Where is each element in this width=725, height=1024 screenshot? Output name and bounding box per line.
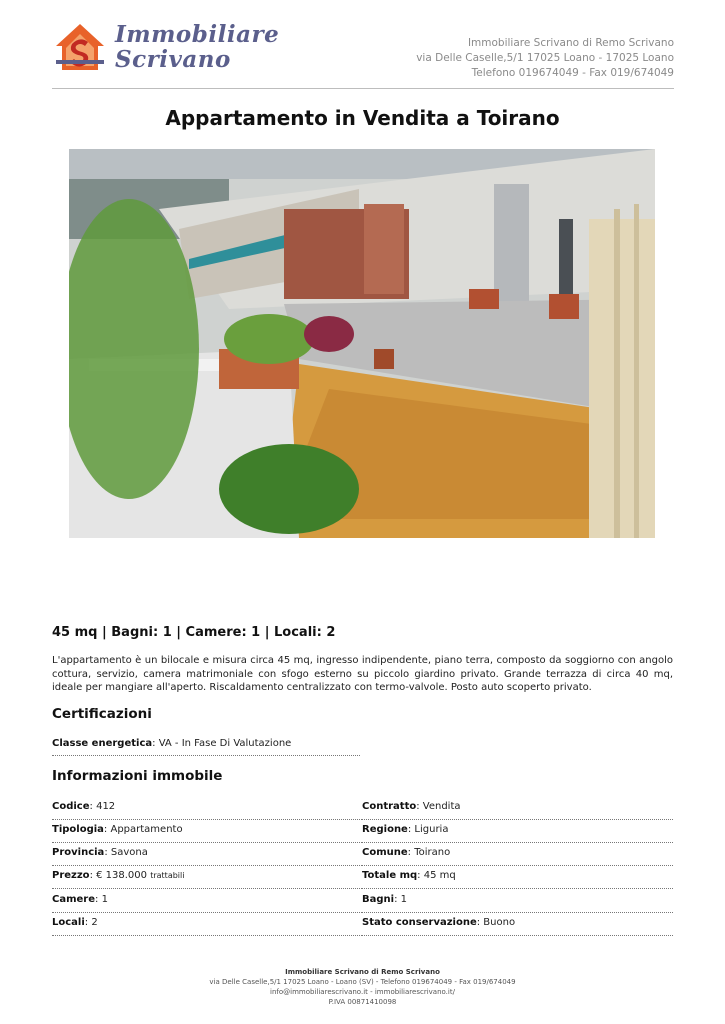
field-value: Toirano [414,847,451,858]
field-label: Contratto [362,801,417,812]
agency-logo[interactable] [52,18,280,78]
energy-class-label: Classe energetica [52,738,153,749]
field-label: Prezzo [52,870,90,881]
certificazioni-heading: Certificazioni [52,706,152,722]
footer [0,967,725,1007]
field-value: 1 [400,894,408,905]
agency-contact [416,36,674,81]
property-photo[interactable] [69,149,655,538]
field-label: Provincia [52,847,105,858]
info-heading: Informazioni immobile [52,768,223,784]
field-label: Regione [362,824,408,835]
field-label: Totale mq [362,870,418,881]
header-divider [52,88,674,89]
info-field-provincia: Provincia: Savona [52,847,362,866]
info-field-contratto: Contratto: Vendita [362,801,673,820]
info-field-locali: Locali: 2 [52,917,362,936]
footer-address: via Delle Caselle,5/1 17025 Loano - Loano (SV) - Telefono 019674049 - Fax 019/674049 [209,978,516,986]
field-value: 412 [96,801,116,812]
info-field-tipologia: Tipologia: Appartamento [52,824,362,843]
field-label: Bagni [362,894,395,905]
field-label: Stato conservazione [362,917,477,928]
footer-web-link[interactable]: info@immobiliarescrivano.it - immobiliarescrivano.it/ [270,988,455,996]
field-label: Camere [52,894,96,905]
logo-line-2: Scrivano [115,46,231,73]
logo-line-1: Immobiliare [115,21,280,48]
info-field-prezzo: Prezzo: € 138.000 trattabili [52,870,362,889]
footer-vat: P.IVA 00871410098 [328,998,397,1006]
field-label: Comune [362,847,408,858]
field-value: Appartamento [110,824,183,835]
field-label: Codice [52,801,90,812]
footer-agency-name: Immobiliare Scrivano di Remo Scrivano [285,968,440,976]
energy-class-row: Classe energetica: VA - In Fase Di Valutazione [52,738,360,756]
info-field-totale-mq: Totale mq: 45 mq [362,870,673,889]
field-value: € 138.000 [96,870,148,881]
agency-phone: Telefono 019674049 - Fax 019/674049 [471,67,674,79]
field-value: 2 [91,917,98,928]
header [52,18,674,90]
info-field-bagni: Bagni: 1 [362,894,673,913]
energy-class-value: VA - In Fase Di Valutazione [158,738,292,749]
field-value: Savona [110,847,148,858]
agency-address: via Delle Caselle,5/1 17025 Loano - 17025 Loano [416,52,674,64]
field-value: 45 mq [423,870,456,881]
terrace-photo-image [69,149,655,538]
field-label: Locali [52,917,85,928]
field-label: Tipologia [52,824,104,835]
property-summary: 45 mq | Bagni: 1 | Camere: 1 | Locali: 2 [52,625,336,640]
info-field-stato-conservazione: Stato conservazione: Buono [362,917,673,936]
property-description: L'appartamento è un bilocale e misura circa 45 mq, ingresso indipendente, piano terra, composto da soggiorno con angolo cottura, servizio, camera matrimoniale con sfogo esterno su piccolo giardino privato. Grande terrazza di circa 40 mq, ideale per mangiare all'aperto. Riscaldamento centralizzato con termo-valvole. Posto auto scoperto privato. [52,655,673,693]
info-field-regione: Regione: Liguria [362,824,673,843]
page-title: Appartamento in Vendita a Toirano [165,106,560,130]
info-field-comune: Comune: Toirano [362,847,673,866]
field-value: 1 [101,894,108,905]
field-value: Buono [483,917,516,928]
price-note: trattabili [150,871,185,880]
house-logo-icon [52,20,108,76]
logo-wordmark [115,22,279,72]
field-value: Liguria [414,824,449,835]
agency-name: Immobiliare Scrivano di Remo Scrivano [467,37,674,49]
info-field-camere: Camere: 1 [52,894,362,913]
info-field-codice: Codice: 412 [52,801,362,820]
field-value: Vendita [422,801,461,812]
